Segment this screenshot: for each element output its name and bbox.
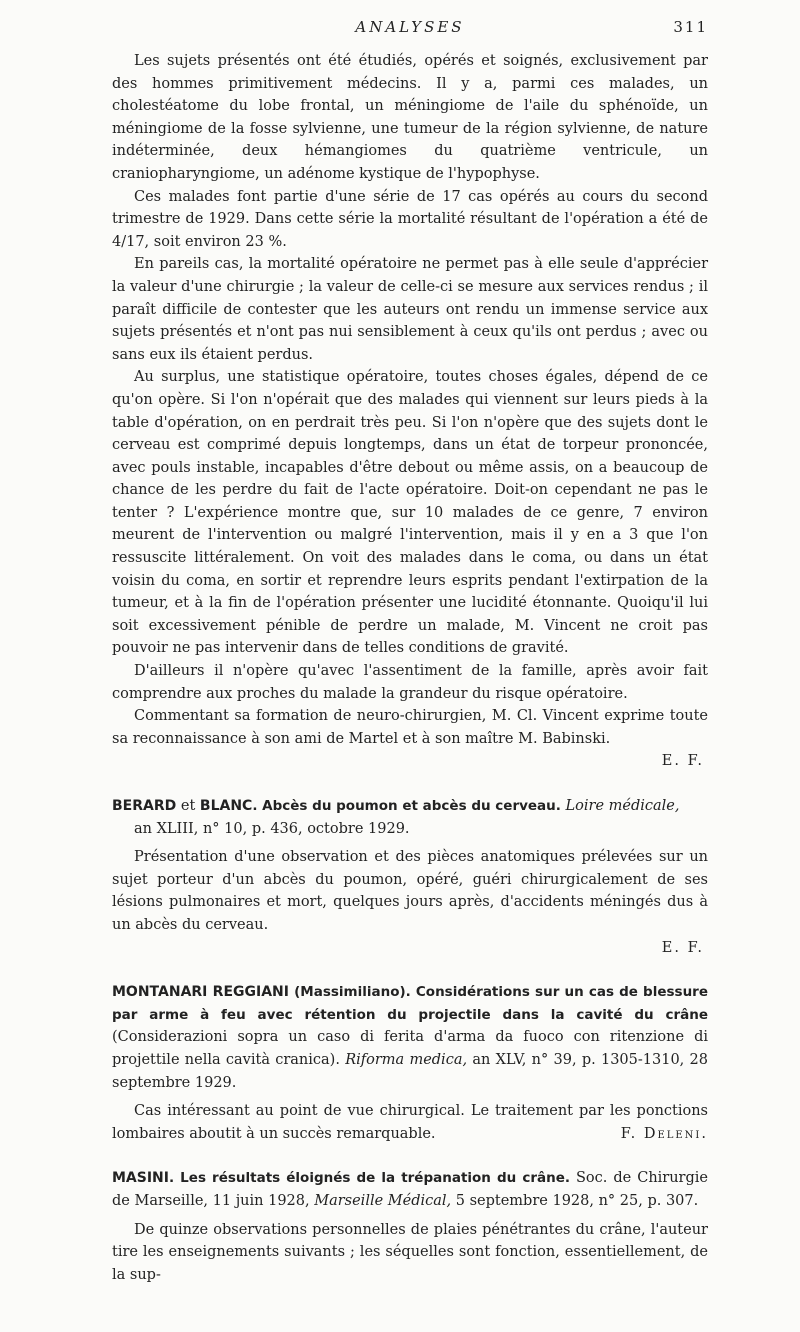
journal-name: Marseille Médical, <box>314 1192 452 1209</box>
citation: an XLIII, n° 10, p. 436, octobre 1929. <box>134 820 410 837</box>
entry-heading <box>112 981 708 1094</box>
entry-body: De quinze observations personnelles de plaies pénétrantes du crâne, l'auteur tire les enseignements suivants ; les séquelles sont fonction, essentiellement, de la sup- <box>112 1221 708 1283</box>
entry-body <box>112 1100 708 1145</box>
paragraph: Au surplus, une statistique opératoire, toutes choses égales, dépend de ce qu'on opère. Si l'on n'opérait que des malades qui viennent sur leurs pieds à la table d'opération, on en perdrait très peu. Si l'on n'opère que des sujets dont le cerveau est comprimé depuis longtemps, dans un état de torpeur prononcée, avec pouls instable, incapables d'être debout ou même assis, on a beaucoup de chance de les perdre du fait de l'acte opératoire. Doit-on cependant ne pas le tenter ? L'expérience montre que, sur 10 malades de ce genre, 7 environ meurent de l'intervention ou malgré l'intervention, mais il y en a 3 que l'on ressuscite littéralement. On voit des malades dans le coma, ou dans un état voisin du coma, en sortir et reprendre leurs esprits pendant l'extirpation de la tumeur, et à la fin de l'opération présenter une lucidité étonnante. Quoiqu'il lui soit excessivement pénible de perdre un malade, M. Vincent ne croit pas pouvoir ne pas intervenir dans de telles conditions de gravité. <box>112 369 708 657</box>
author-name: BERARD <box>112 798 177 814</box>
citation: 5 septembre 1928, n° 25, p. 307. <box>451 1192 699 1209</box>
page-number: 311 <box>673 18 708 36</box>
paragraph: En pareils cas, la mortalité opératoire ne permet pas à elle seule d'apprécier la valeur d'une chirurgie ; la valeur de celle-ci se mesure aux services rendus ; il paraît difficile de contester que les auteurs ont rendu un immense service aux sujets présentés et n'ont pas nui sensiblement à ceux qu'ils ont perdus ; avec ou sans eux ils étaient perdus. <box>112 256 708 363</box>
citation: an XLV, n° 39, p. 1305-1310, 28 septembre 1929. <box>112 1051 708 1091</box>
reviewer-signature: E. F. <box>661 753 704 770</box>
reviewer-signature: F. Deleni. <box>620 1125 708 1142</box>
original-title: (Considerazioni sopra un caso di ferita d'arma da fuoco con ritenzione di projettile nella cavità cranica). <box>112 1029 708 1068</box>
paragraph: D'ailleurs il n'opère qu'avec l'assentiment de la famille, après avoir fait comprendre aux proches du malade la grandeur du risque opératoire. <box>112 663 708 702</box>
reviewer-signature: E. F. <box>661 939 704 956</box>
author-name: MONTANARI REGGIANI <box>112 984 289 1001</box>
entry-heading <box>112 795 708 840</box>
article-title: . Abcès du poumon et abcès du cerveau. <box>252 798 561 814</box>
entry-montanari <box>112 981 708 1145</box>
author-name: MASINI <box>112 1170 169 1187</box>
paragraph: Les sujets présentés ont été étudiés, opérés et soignés, exclusivement par des hommes primitivement médecins. Il y a, parmi ces malades, un cholestéatome du lobe frontal, un méningiome de l'aile du sphénoïde, un méningiome de la fosse sylvienne, une tumeur de la région sylvienne, de nature indéterminée, deux hémangiomes du quatrième ventricule, un craniopharyngiome, un adénome kystique de l'hypophyse. <box>112 53 708 182</box>
running-head <box>112 18 708 50</box>
paragraph: Ces malades font partie d'une série de 17 cas opérés au cours du second trimestre de 1929. Dans cette série la mortalité résultant de l'opération a été de 4/17, soit environ 23 %. <box>112 188 708 250</box>
paragraph: Commentant sa formation de neuro-chirurgien, M. Cl. Vincent exprime toute sa reconnaissance à son ami de Martel et à son maître M. Babinski. <box>112 708 708 747</box>
journal-name: Loire médicale, <box>565 798 680 814</box>
entry-heading <box>112 1167 708 1212</box>
article-title: . Les résultats éloignés de la trépanation du crâne. <box>168 1170 571 1187</box>
conjunction: et <box>176 798 200 814</box>
article-title: Considérations sur un cas de blessure par arme à feu avec rétention du projectile dans la cavité du crâne <box>112 984 708 1023</box>
entry-berard <box>112 795 708 959</box>
author-given-name: (Massimiliano). <box>288 984 416 1001</box>
running-title: ANALYSES <box>355 18 465 36</box>
entry-body: Présentation d'une observation et des pièces anatomiques prélevées sur un sujet porteur d'un abcès du poumon, opéré, guéri chirurgicalement de ses lésions pulmonaires et mort, quelques jours après, d'accidents méningés dus à un abcès du cerveau. <box>112 849 708 933</box>
article-continuation <box>112 50 708 773</box>
entry-masini <box>112 1167 708 1286</box>
author-name: BLANC <box>199 798 253 814</box>
source: Soc. de Chirurgie de Marseille, 11 juin 1928, <box>112 1170 708 1209</box>
journal-name: Riforma medica, <box>345 1051 468 1068</box>
entry-body-text: Cas intéressant au point de vue chirurgical. Le traitement par les ponctions lombaires aboutit à un succès remarquable. <box>112 1103 708 1142</box>
